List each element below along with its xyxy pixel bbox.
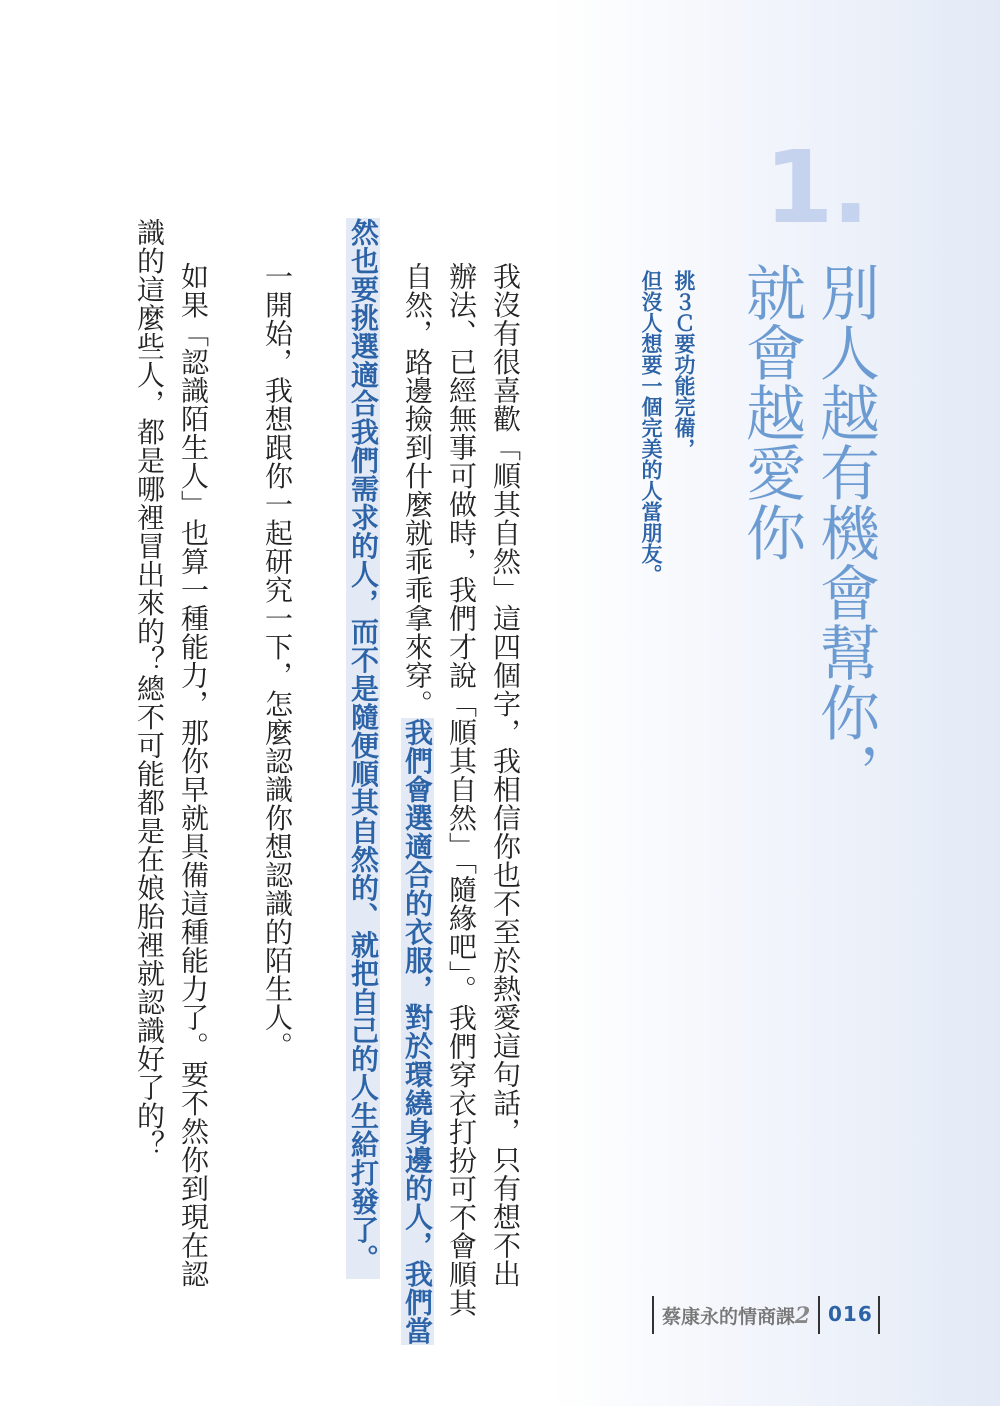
chapter-title-line-1: 別人越有機會幫你， [810,262,880,802]
body-highlight-text: 我們會選適合的衣服，對於環繞身邊的人，我們當 [401,718,434,1345]
chapter-title-line-2: 就會越愛你 [736,262,806,562]
body-text-column: 一開始，我想跟你一起研究一下，怎麼認識你想認識的陌生人。 [261,262,294,1060]
body-text-column [400,262,434,1345]
chapter-subtitle-line-2: 但沒人想要一個完美的人當朋友。 [639,270,663,585]
footer-divider [652,1296,654,1334]
page-number: 016 [828,1302,873,1326]
chapter-subtitle-line-1: 挑３Ｃ要功能完備， [672,270,696,459]
page-footer [652,1296,882,1334]
body-highlight-column: 然也要挑選適合我們需求的人，而不是隨便順其自然的、就把自己的人生給打發了。 [346,218,380,1279]
body-text-column: 如果「認識陌生人」也算一種能力，那你早就具備這種能力了。要不然你到現在認 [177,262,210,1288]
book-volume: 2 [795,1303,811,1329]
book-title-text: 蔡康永的情商課 [662,1306,796,1328]
book-title [662,1302,810,1329]
footer-divider [878,1296,880,1334]
body-text-plain: 自然，路邊撿到什麼就乖乖拿來穿。 [401,262,434,718]
chapter-number: 1. [764,129,868,246]
body-text-column: 辦法、已經無事可做時，我們才說「順其自然」「隨緣吧」。我們穿衣打扮可不會順其 [445,262,478,1317]
body-text-column: 識的這麼些人，都是哪裡冒出來的？總不可能都是在娘胎裡就認識好了的？ [133,218,166,1159]
body-text-column: 我沒有很喜歡「順其自然」這四個字，我相信你也不至於熱愛這句話，只有想不出 [489,262,522,1288]
footer-divider [818,1296,820,1334]
chapter-title [732,262,882,822]
chapter-subtitle [620,270,700,630]
